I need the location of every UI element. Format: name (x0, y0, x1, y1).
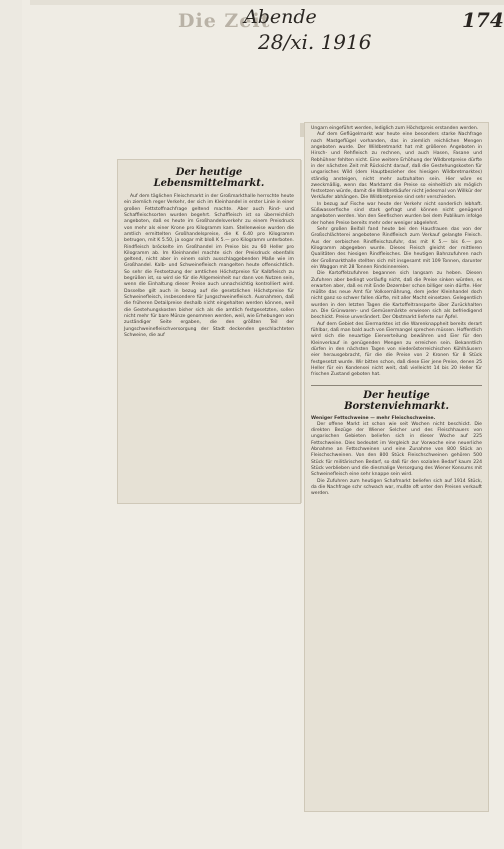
right-article-body (311, 126, 482, 379)
left-article-body (124, 194, 294, 339)
left-article-headline: Der heutige Lebensmittelmarkt. (153, 167, 265, 189)
right-clipping-column (305, 123, 488, 501)
left-clipping-column (118, 160, 300, 342)
right-article-paragraph: Auf dem Gebiet des Eiermarktes ist die Warenknappheit bereits derart fühlbar, daß man bald auch von Eiermangel sprechen müssen. Hoffentlich wird sich die neuartige Eierverteilung bewähren und Eier für den Kleinverkauf in genügenden Mengen zu erreichen sein. Bekanntlich dürfen in den nächsten Tagen von niederösterreichischen Kühlhäusern eier herausgebracht, für die die Preise von 2 Kronen für 8 Stück festgesetzt wurde. Wir bitten schon, daß diese Eier jene Preise, denen 25 Heller für ein Kondensei nicht weit, daß vielleicht 14 bis 20 Heller für frischen Zustand geboten hat. (311, 321, 482, 378)
right-article-paragraph: Ungarn eingeführt werden, lediglich zum Höchstpreis erstanden werden. (311, 126, 479, 131)
second-article-subheadline: Weniger Fettschweine — mehr Fleischschweine. (311, 415, 436, 421)
right-article-paragraph: Sehr großen Beifall fand heute bei den Hausfrauen das von der Großschlächterei angebotene Rindfleisch zum Verkauf gelangte Fleisch. Aus der serbischen Rindfleischzufuhr, das mit K 5.— bis 6.— pro Kilogramm abgegeben wurde. Dieses Fleisch gleicht der mittleren Qualitäten des hiesigen Rindfleisches. Die heutigen Bahnzufuhren nach der Großmarkthalle stellten sich mit insgesamt mit 109 Tonnen, darunter ein Waggon mit 28 Tonnen Rindsinnereien. (311, 227, 482, 270)
sheet-margin (0, 0, 22, 849)
handwritten-sheet-number: 174 (462, 8, 504, 32)
sheet-top-edge (30, 0, 504, 5)
right-article-paragraph: Auf dem Geflügelmarkt war heute eine besonders starke Nachfrage nach Mastgeflügel vorhanden, das in ziemlich reichlichen Mengen angeboten wurde. Der Wildbretmarkt hat mit größeren Angeboten in Hirsch- und Rehfleisch zu rechnen, und auch Hasen, Fasane und Rebhühner fehlten nicht. Eine weitere Erhöhung der Wildbretpreise dürfte in der nächsten Zeit mit Rücksicht darauf, daß die Gestehungskosten für ungarisches Wild (dem Hauptbezieher des hiesigen Wildbretmarktes) ständig ansteigen, nicht mehr aufzuhalten sein. Hier wäre es zweckmäßig, wenn das Marktamt die Preise so einheitlich als möglich festsetzen würde, damit die Wildbretkäufer nicht jedesmal von Willkür der Verkäufer abhängen. Die Wildbretpreise sind sehr verschieden. (311, 132, 482, 201)
right-article-paragraph: Die Kartoffelzufuhren begannen sich langsam zu heben. Diesen Zufuhren aber bedingt vorläufig nicht, daß die Preise sinken würden, es erwarten aber, daß es mit Ende Dezember schon billiger sein dürfte. Hier müßte das neue Amt für Volksernährung, dem jeder Kleinhandel doch nicht ganz so schwer fallen dürfte, mit aller Macht einsetzen. Gelegentlich wurden in den letzten Tagen die Kartoffeltransporte über Zurückhalten an. Die Grünwaren- und Gemüsemärkte erwiesen sich als befriedigend beschickt. Preise unverändert. Der Obstmarkt lieferte nur Äpfel. (311, 271, 482, 321)
handwritten-date: 28/xi. 1916 (258, 30, 372, 54)
second-article-paragraph: Der offene Markt ist schon wie seit Wochen nicht beschickt. Die direkten Bezüge der Wiener Selcher und des Fleischhauers von ungarischen Gebieten beliefen sich in dieser Woche auf 225 Fettschweine. Dies bedeutet im Vergleich zur Vorwoche eine neuerliche Abnahme an Fettschweinen und eine Zunahme von 800 Stück an Fleischschweinen. Von den 800 Stück Fleischschweinen gehören 500 Stück für militärischen Bedarf, so daß für den sozialen Bedarf kaum 224 Stück verblieben und die diesmalige Versorgung des Wiener Konsums mit Schweinefleisch eine sehr knappe sein wird. (311, 421, 482, 478)
second-article-paragraph: Die Zufuhren zum heutigen Schafmarkt beliefen sich auf 1914 Stück, da die Nachfrage schr schwach war, mußte oft unter den Preisen verkauft werden. (311, 478, 482, 497)
right-article-paragraph: In bezug auf Fische war heute der Verkehr nicht sonderlich lebhaft. Süßwasserfische sind stark gefragt und können nicht genügend angeboten werden. Von den Seefischen wurden bei dem Publikum infolge der hohen Preise bereits mehr oder weniger abgelehnt. (311, 201, 482, 226)
handwritten-source-note: Abende (244, 6, 317, 28)
left-article-paragraph: Auf dem täglichen Fleischmarkt in der Großmarkthalle herrschte heute ein ziemlich reger Verkehr, der sich im Kleinhandel in erster Linie in einer großen Fettstoffnachfrage geltend machte. Aber auch Rind- und Schaffleischsorten wurden begehrt. Schaffleisch ist so überreichlich angeboten, daß es heute im Großhandelsverkehr zu einem Preisdruck von mehr als einer Krone pro Kilogramm kam. Stellenweise wurden die amtlich ermittelten Großhandelspreise, die K 6.40 pro Kilogramm betrugen, mit K 5.50, ja sogar mit bloß K 5.— pro Kilogramm unterboten. Rindfleisch bröckelte im Großhandel im Preise bis zu 60 Heller pro Kilogramm ab. Im Kleinhandel machte sich der Preisdruck ebenfalls geltend, nicht aber in einem solch ausschlaggebenden Maße wie im Großhandel. Kalb- und Schweinefleisch mangelten heute offensichtlich. So sehr die Festsetzung der amtlichen Höchstpreise für Kalbfleisch zu begrüßen ist, so wird sie für die Allgemeinheit nur dann von Nutzen sein, wenn die Einhaltung dieser Preise auch unnachsichtig kontrolliert wird. Dasselbe gilt auch in bezug auf die gesetzlichen Höchstpreise für Schweinefleisch, insbesondere für Jungschweinefleisch. Ausnahmen, daß die früheren Detailpreise deshalb nicht eingehalten werden können, weil die Gestehungskosten bisher sich als die amtlich festgesetzten, sollen nicht mehr für bare Münze genommen werden, weil, wie Erhebungen von zuständiger Seite ergaben, die den größten Teil der Jungschweinefleischversorgung der Stadt deckenden geschlachteten Schweine, die auf (124, 194, 294, 338)
newspaper-stamp: Die Zeit (178, 10, 271, 32)
second-article-body (311, 416, 482, 498)
left-clipping (117, 159, 301, 504)
second-article-headline: Der heutige Borstenviehmarkt. (311, 385, 482, 412)
right-clipping (304, 122, 489, 812)
